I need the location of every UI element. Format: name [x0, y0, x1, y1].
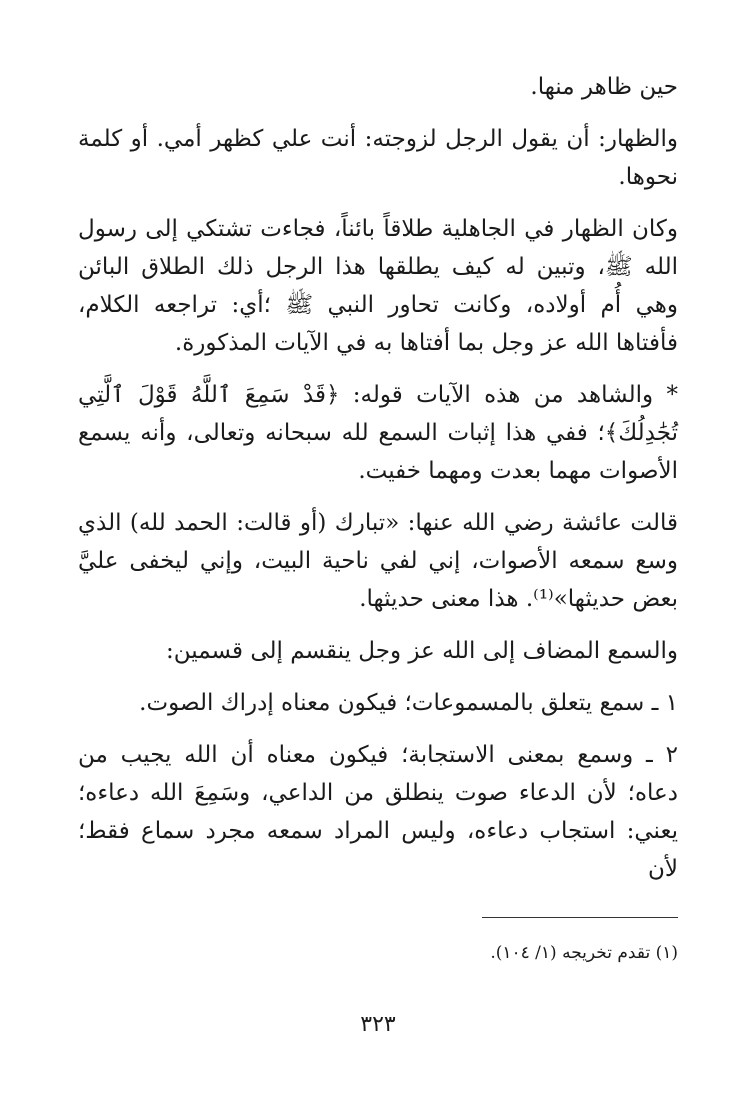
main-text — [78, 68, 678, 902]
paragraph-zihar-definition: والظهار: أن يقول الرجل لزوجته: أنت علي كظهر أمي. أو كلمة نحوها. — [78, 126, 678, 190]
footnote: (١) تقدم تخريجه (١/ ١٠٤). — [490, 943, 678, 963]
page-number: ٣٢٣ — [360, 1012, 396, 1037]
footnote-divider — [482, 917, 678, 918]
paragraph-jahiliyya: وكان الظهار في الجاهلية طلاقاً بائناً، فجاءت تشتكي إلى رسول الله ﷺ، وتبين له كيف يطلقها هذا الرجل ذلك الطلاق البائن وهي أُم أولاده، وكانت تحاور النبي ﷺ ؛أي: تراجعه الكلام، فأفتاها الله عز وجل بما أفتاها به في الآيات المذكورة. — [78, 216, 678, 356]
paragraph-two-types: والسمع المضاف إلى الله عز وجل ينقسم إلى قسمين: — [166, 638, 678, 664]
paragraph-evidence: * والشاهد من هذه الآيات قوله: ﴿قَدْ سَمِعَ ٱللَّهُ قَوْلَ ٱلَّتِي تُجَٰدِلُكَ﴾؛ ففي هذا إثبات السمع لله سبحانه وتعالى، وأنه يسمع الأصوات مهما بعدت ومهما خفيت. — [78, 382, 678, 484]
paragraph-continuation: حين ظاهر منها. — [530, 74, 678, 100]
list-item-one: ١ ـ سمع يتعلق بالمسموعات؛ فيكون معناه إدراك الصوت. — [139, 690, 678, 716]
list-item-two: ٢ ـ وسمع بمعنى الاستجابة؛ فيكون معناه أن الله يجيب من دعاه؛ لأن الدعاء صوت ينطلق من الداعي، وسَمِعَ الله دعاءه؛ يعني: استجاب دعاءه، وليس المراد سمعه مجرد سماع فقط؛ لأن — [78, 742, 678, 882]
paragraph-aisha-quote: قالت عائشة رضي الله عنها: «تبارك (أو قالت: الحمد لله) الذي وسع سمعه الأصوات، إني لفي ناحية البيت، وإني ليخفى عليَّ بعض حديثها»⁽¹⁾. هذا معنى حديثها. — [78, 510, 678, 612]
